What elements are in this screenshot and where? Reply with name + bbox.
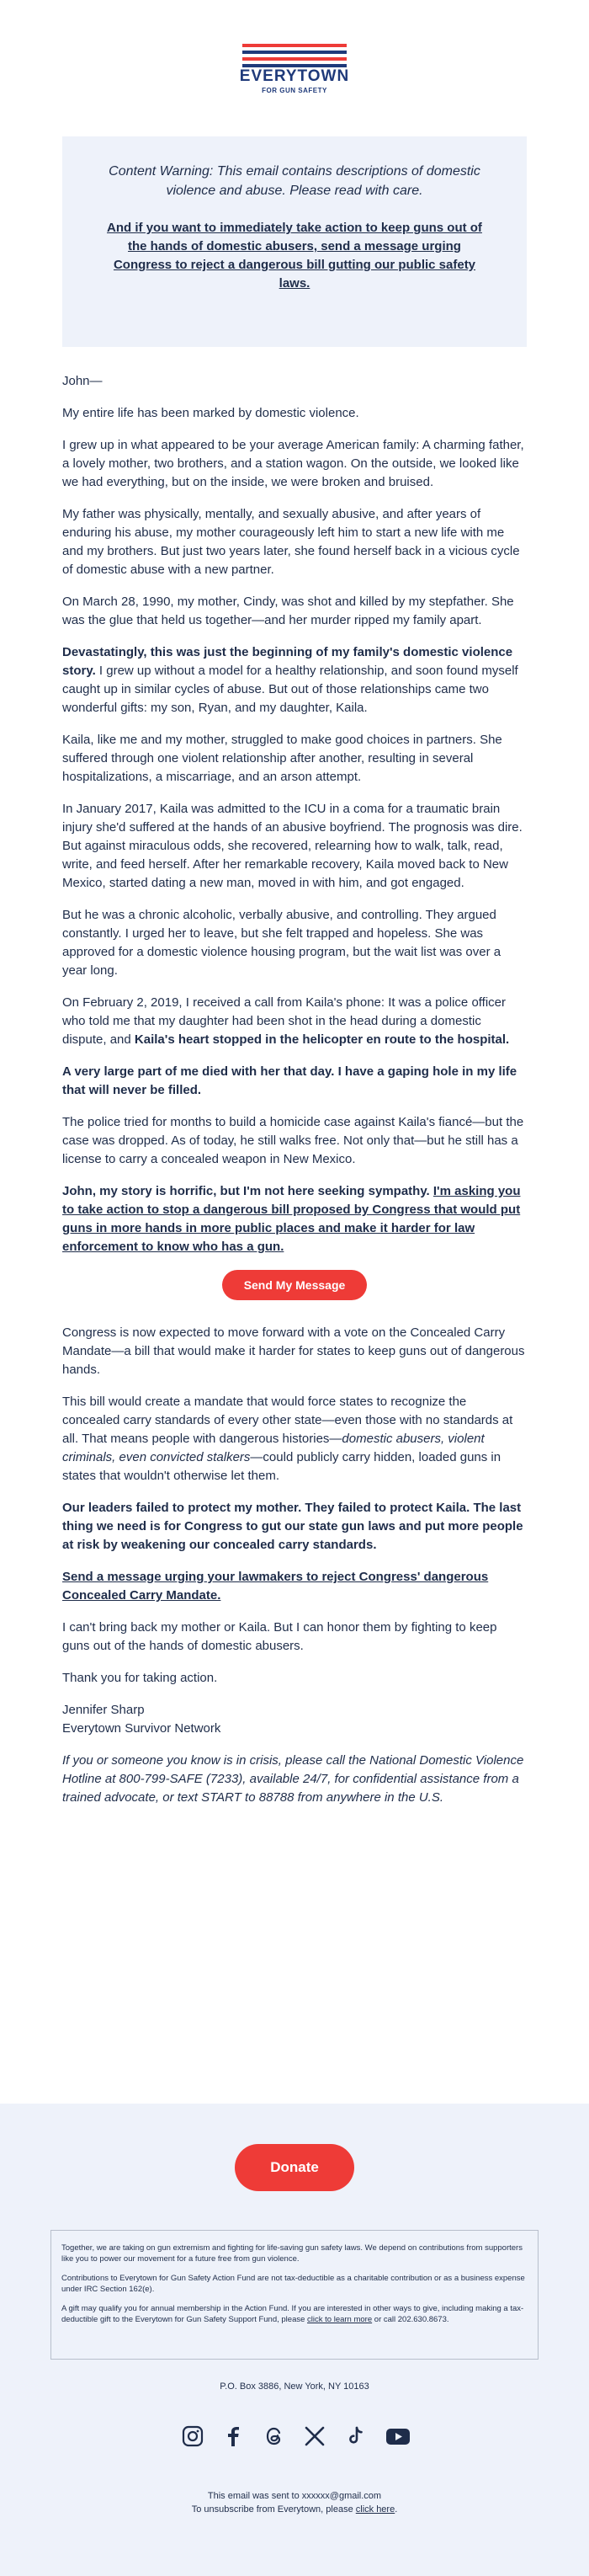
paragraph: In January 2017, Kaila was admitted to the ICU in a coma for a traumatic brain injury she'd suffered at the hands of an abusive boyfriend. The prognosis was dire. But against miraculous odds, she recovered, relearning how to walk, talk, read, write, and feed herself. After her remarkable recovery, Kaila moved back to New Mexico, started dating a new man, moved in with him, and got engaged.	[62, 802, 523, 890]
signature	[62, 1701, 527, 1738]
greeting: John—	[62, 374, 103, 388]
disclaimer-text-part: or call 202.630.8673.	[372, 2315, 449, 2324]
paragraph: Thank you for taking action.	[62, 1671, 218, 1685]
content-warning-box	[62, 136, 527, 347]
logo-subtitle: FOR GUN SAFETY	[262, 87, 327, 94]
paragraph	[62, 994, 527, 1049]
signature-org: Everytown Survivor Network	[62, 1721, 221, 1736]
content-warning-text: Content Warning: This email contains descriptions of domestic violence and abuse. Please read with care.	[109, 164, 480, 198]
paragraph: A very large part of me died with her that day. I have a gaping hole in my life that will never be filled.	[62, 1064, 517, 1097]
paragraph: My entire life has been marked by domestic violence.	[62, 406, 359, 420]
disclaimer-text: Together, we are taking on gun extremism and fighting for life-saving gun safety laws. We depend on contributions from supporters like you to power our movement for a future free from gun violence.	[61, 2243, 523, 2264]
instagram-icon[interactable]	[182, 2425, 204, 2447]
signature-name: Jennifer Sharp	[62, 1703, 145, 1717]
paragraph: Our leaders failed to protect my mother. They failed to protect Kaila. The last thing we need is for Congress to gut our state gun laws and put more people at risk by weakening our concealed carry standards.	[62, 1501, 523, 1552]
unsubscribe-text-part: To unsubscribe from Everytown, please	[191, 2504, 356, 2515]
paragraph-text: I grew up without a model for a healthy relationship, and soon found myself caught up in similar cycles of abuse. But out of those relationships came two wonderful gifts: my son, Ryan, and my daughter, Kaila.	[62, 664, 518, 715]
unsubscribe-text	[0, 2503, 589, 2516]
everytown-logo	[0, 0, 589, 109]
paragraph	[62, 643, 527, 717]
send-message-button[interactable]: Send My Message	[222, 1270, 368, 1300]
paragraph	[62, 1182, 527, 1256]
email-body	[0, 372, 589, 1807]
emphasis-text: Devastatingly, this was just the beginning of my family's domestic violence story.	[62, 645, 513, 678]
paragraph: But he was a chronic alcoholic, verbally abusive, and controlling. They argued constantly. I urged her to leave, but she felt trapped and hopeless. She was approved for a domestic violence housing program, but the wait list was over a year long.	[62, 908, 501, 978]
crisis-notice: If you or someone you know is in crisis, please call the National Domestic Violence Hotline at 800-799-SAFE (7233), available 24/7, for confidential assistance from a trained advocate, or text START to 88788 from anywhere in the U.S.	[62, 1753, 524, 1805]
paragraph: On March 28, 1990, my mother, Cindy, was shot and killed by my stepfather. She was the glue that held us together—and her murder ripped my family apart.	[62, 595, 514, 627]
paragraph: Kaila, like me and my mother, struggled to make good choices in partners. She suffered through one violent relationship after another, resulting in several hospitalizations, a miscarriage, and an arson attempt.	[62, 733, 502, 784]
paragraph-text: On February 2, 2019, I received a call from Kaila's phone: It was a police officer who told me that my daughter had been shot in the head during a domestic dispute, and	[62, 995, 507, 1047]
paragraph: I can't bring back my mother or Kaila. But I can honor them by fighting to keep guns out of the hands of domestic abusers.	[62, 1620, 497, 1653]
logo-wordmark: EVERYTOWN	[239, 67, 350, 85]
x-icon[interactable]	[304, 2425, 326, 2447]
unsubscribe-text-part: .	[395, 2504, 398, 2515]
mailing-address: P.O. Box 3886, New York, NY 10163	[220, 2381, 369, 2392]
disclaimer-text: Contributions to Everytown for Gun Safety Action Fund are not tax-deductible as a charitable contribution or as a business expense under IRC Section 162(e).	[61, 2274, 525, 2294]
paragraph: I grew up in what appeared to be your average American family: A charming father, a lovely mother, two brothers, and a station wagon. On the outside, we looked like we had everything, but on the inside, we were broken and bruised.	[62, 438, 524, 489]
warning-action-link[interactable]: And if you want to immediately take action to keep guns out of the hands of domestic abusers, send a message urging Congress to reject a dangerous bill gutting our public safety laws.	[107, 221, 482, 291]
reject-mandate-link[interactable]: Send a message urging your lawmakers to reject Congress' dangerous Concealed Carry Mandate.	[62, 1570, 489, 1603]
paragraph-text: —could publicly carry hidden, loaded guns in states that wouldn't otherwise let them.	[62, 1450, 501, 1483]
disclaimer-text	[61, 2303, 528, 2325]
paragraph: My father was physically, mentally, and sexually abusive, and after years of enduring his abuse, my mother courageously left him to start a new life with me and my brothers. But just two years later, she found herself back in a vicious cycle of domestic abuse with a new partner.	[62, 507, 520, 577]
italic-text: domestic abusers, violent criminals, even convicted stalkers	[62, 1432, 485, 1464]
learn-more-link[interactable]: click to learn more	[307, 2315, 373, 2324]
emphasis-text: Kaila's heart stopped in the helicopter en route to the hospital.	[134, 1032, 510, 1047]
paragraph	[62, 1393, 527, 1485]
action-link[interactable]: I'm asking you to take action to stop a dangerous bill proposed by Congress that would put guns in more hands in more public places and make it harder for law enforcement to know who has a gun.	[62, 1184, 521, 1254]
sent-to-text: This email was sent to xxxxxx@gmail.com	[207, 2491, 382, 2501]
facebook-icon[interactable]	[222, 2425, 244, 2447]
sent-info	[0, 2489, 589, 2516]
emphasis-text: John, my story is horrific, but I'm not here seeking sympathy.	[62, 1184, 433, 1198]
social-links	[0, 2425, 589, 2447]
disclaimer-box	[50, 2230, 539, 2360]
youtube-icon[interactable]	[385, 2425, 407, 2447]
threads-icon[interactable]	[263, 2425, 285, 2447]
paragraph: Congress is now expected to move forward with a vote on the Concealed Carry Mandate—a bill that would make it harder for states to keep guns out of dangerous hands.	[62, 1325, 525, 1377]
unsubscribe-link[interactable]: click here	[355, 2504, 395, 2515]
tiktok-icon[interactable]	[345, 2425, 367, 2447]
paragraph: The police tried for months to build a homicide case against Kaila's fiancé—but the case was dropped. As of today, he still walks free. Not only that—but he still has a license to carry a concealed weapon in New Mexico.	[62, 1115, 524, 1166]
disclaimer-text-part: A gift may qualify you for annual membership in the Action Fund. If you are interested in other ways to give, including making a tax-deductible gift to the Everytown for Gun Safety Support Fund, please	[61, 2304, 524, 2324]
paragraph-text: This bill would create a mandate that would force states to recognize the concealed carry standards of every other state—even those with no standards at all. That means people with dangerous histories—	[62, 1395, 513, 1446]
donate-button[interactable]: Donate	[235, 2144, 354, 2191]
footer	[0, 2104, 589, 2576]
